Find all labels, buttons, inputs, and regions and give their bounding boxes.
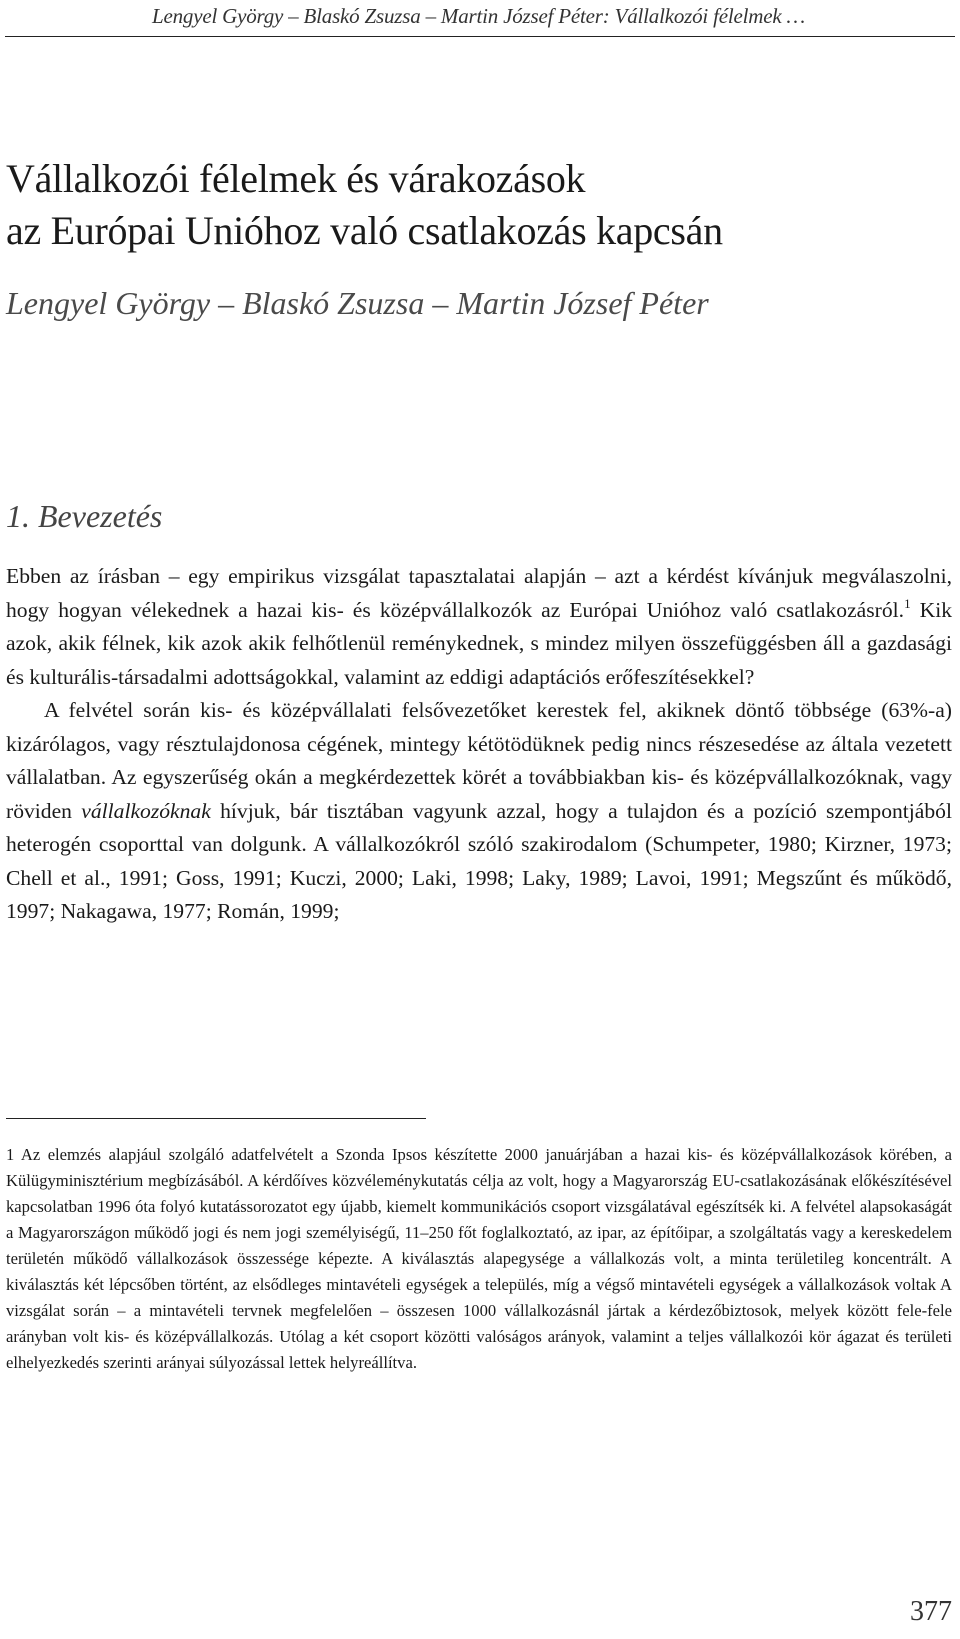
paragraph-1 (6, 560, 952, 694)
paragraph-1-text: Ebben az írásban – egy empirikus vizsgálat tapasztalatai alapján – azt a kérdést kívánjuk megválaszolni, hogy hogyan vélekednek a hazai kis- és középvállalkozók az Európai Unióhoz való csatlakozásról. (6, 564, 952, 622)
section-heading: 1. Bevezetés (6, 498, 163, 534)
body-text (6, 560, 952, 929)
paragraph-3-text: A vállalkozókról szóló szakirodalom (Schumpeter, 1980; Kirzner, 1973; Chell et al., 1991; Goss, 1991; Kuczi, 2000; Laki, 1998; Laky, 1989; Lavoi, 1991; Megszűnt és működő, 1997; Nakagawa, 1977; Román, 1999; (6, 832, 952, 923)
paragraph-1-continuation: Kik azok, akik félnek, kik azok akik felhőtlenül reménykednek, s mindez milyen összefüggésben áll a gazdasági és kulturális-társadalmi adottságokkal, valamint az eddigi adaptációs erőfeszítésekkel? (6, 597, 952, 689)
paragraph-2-text: A felvétel során kis- és középvállalati felsővezetőket kerestek fel, akiknek döntő többsége (63%-a) kizárólagos, vagy résztulajdonosa cégének, mintegy kétötödüknek pedig nincs részesedése az általa vezetett vállalatban. Az egyszerűség okán a megkérdezettek körét a továbbiakban kis- és középvállalkozóknak, vagy röviden (6, 698, 952, 823)
footnote-separator (6, 1118, 426, 1119)
footnote-text: 1 Az elemzés alapjául szolgáló adatfelvételt a Szonda Ipsos készítette 2000 januárjában a hazai kis- és középvállalkozások körében, a Külügyminisztérium megbízásából. A kérdőíves közvéleménykutatás célja az volt, hogy a Magyarország EU-csatlakozásának előkészítésével kapcsolatban 1996 óta folyó kutatássorozatot egy újabb, kiemelt kommunikációs csoport vizsgálatával egészítsék ki. A felvétel alapsokaságát a Magyarországon működő jogi és nem jogi személyiségű, 11–250 főt foglalkoztató, az ipar, az építőipar, a szolgáltatás vagy a kereskedelem területén működő vállalkozások összessége képezte. A kiválasztás alapegysége a vállalkozás volt, a minta területileg koncentrált. A kiválasztás két lépcsőben történt, az elsődleges mintavételi egységek a település, míg a végső mintavételi egységek a vállalkozások voltak A vizsgálat során – a mintavételi tervnek megfelelően – összesen 1000 vállalkozásnál jártak a kérdezőbiztosok, melyek között fele-fele arányban volt kis- és középvállalkozás. Utólag a két csoport közötti valóságos arányok, valamint a teljes vállalkozói kör ágazat és területi elhelyezkedés szerinti arányai súlyozással lettek helyreállítva. (6, 1145, 952, 1372)
header-rule (5, 36, 955, 37)
running-head: Lengyel György – Blaskó Zsuzsa – Martin József Péter: Vállalkozói félelmek … (152, 4, 805, 28)
article-title-line-2: az Európai Unióhoz való csatlakozás kapcsán (6, 208, 723, 253)
paragraph-2-continuation: hívjuk, bár tisztában vagyunk azzal, hogy a tulajdon és a pozíció szempontjából heterogén csoporttal van dolgunk. (6, 798, 952, 856)
paragraph-2 (6, 694, 952, 929)
emphasis-term: vállalkozóknak (81, 798, 211, 823)
footnote-reference[interactable]: 1 (904, 595, 911, 611)
page-number: 377 (910, 1596, 952, 1627)
footnote (6, 1142, 952, 1376)
article-title-line-1: Vállalkozói félelmek és várakozások (6, 156, 586, 201)
authors-line: Lengyel György – Blaskó Zsuzsa – Martin József Péter (6, 285, 709, 321)
